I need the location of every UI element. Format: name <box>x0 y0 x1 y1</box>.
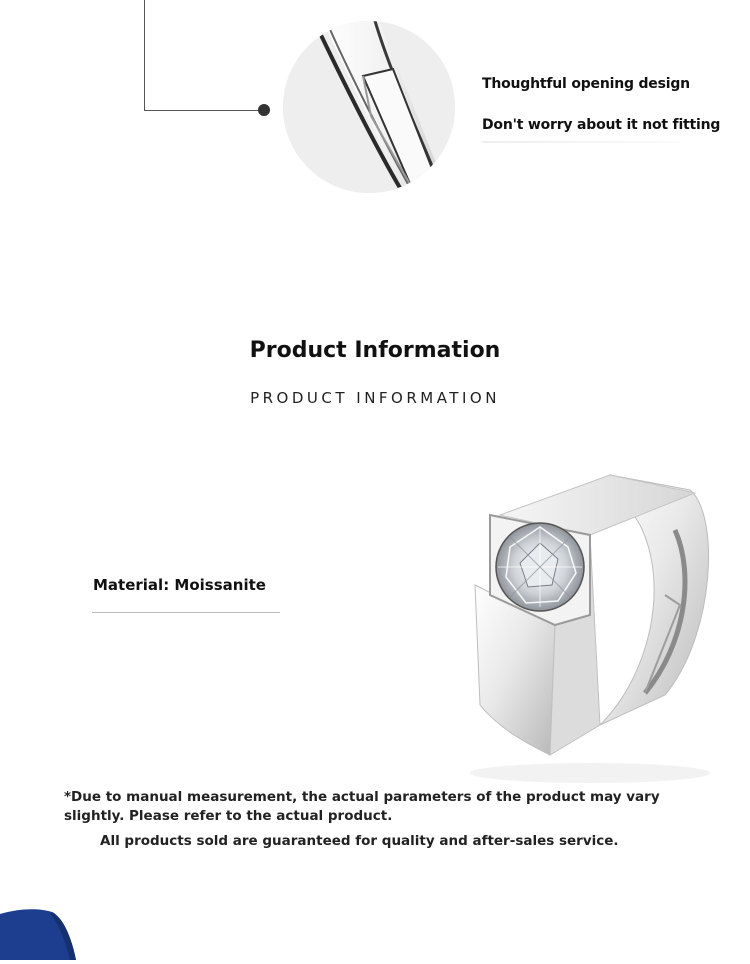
callout-dot <box>258 104 270 116</box>
detail-caption-line2: Don't worry about it not fitting <box>482 117 721 133</box>
callout-line-vertical <box>144 0 145 111</box>
ring-opening-detail-image <box>283 21 455 193</box>
ring-product-image <box>440 455 730 785</box>
detail-caption-underline <box>482 141 680 143</box>
detail-caption-line1: Thoughtful opening design <box>482 76 690 92</box>
moissanite-ring-illustration <box>440 455 730 785</box>
callout-line-horizontal <box>144 110 264 111</box>
section-title: Product Information <box>249 338 501 363</box>
material-label: Material: Moissanite <box>93 576 266 594</box>
ring-band-closeup-illustration <box>283 21 455 193</box>
section-subtitle: PRODUCT INFORMATION <box>250 389 500 407</box>
measurement-disclaimer: *Due to manual measurement, the actual parameters of the product may vary slightly. Please refer to the actual product. <box>64 789 660 824</box>
quality-guarantee-text: All products sold are guaranteed for quality and after-sales service. <box>100 833 619 849</box>
material-underline <box>92 612 280 613</box>
decorative-blue-shape <box>0 900 90 960</box>
